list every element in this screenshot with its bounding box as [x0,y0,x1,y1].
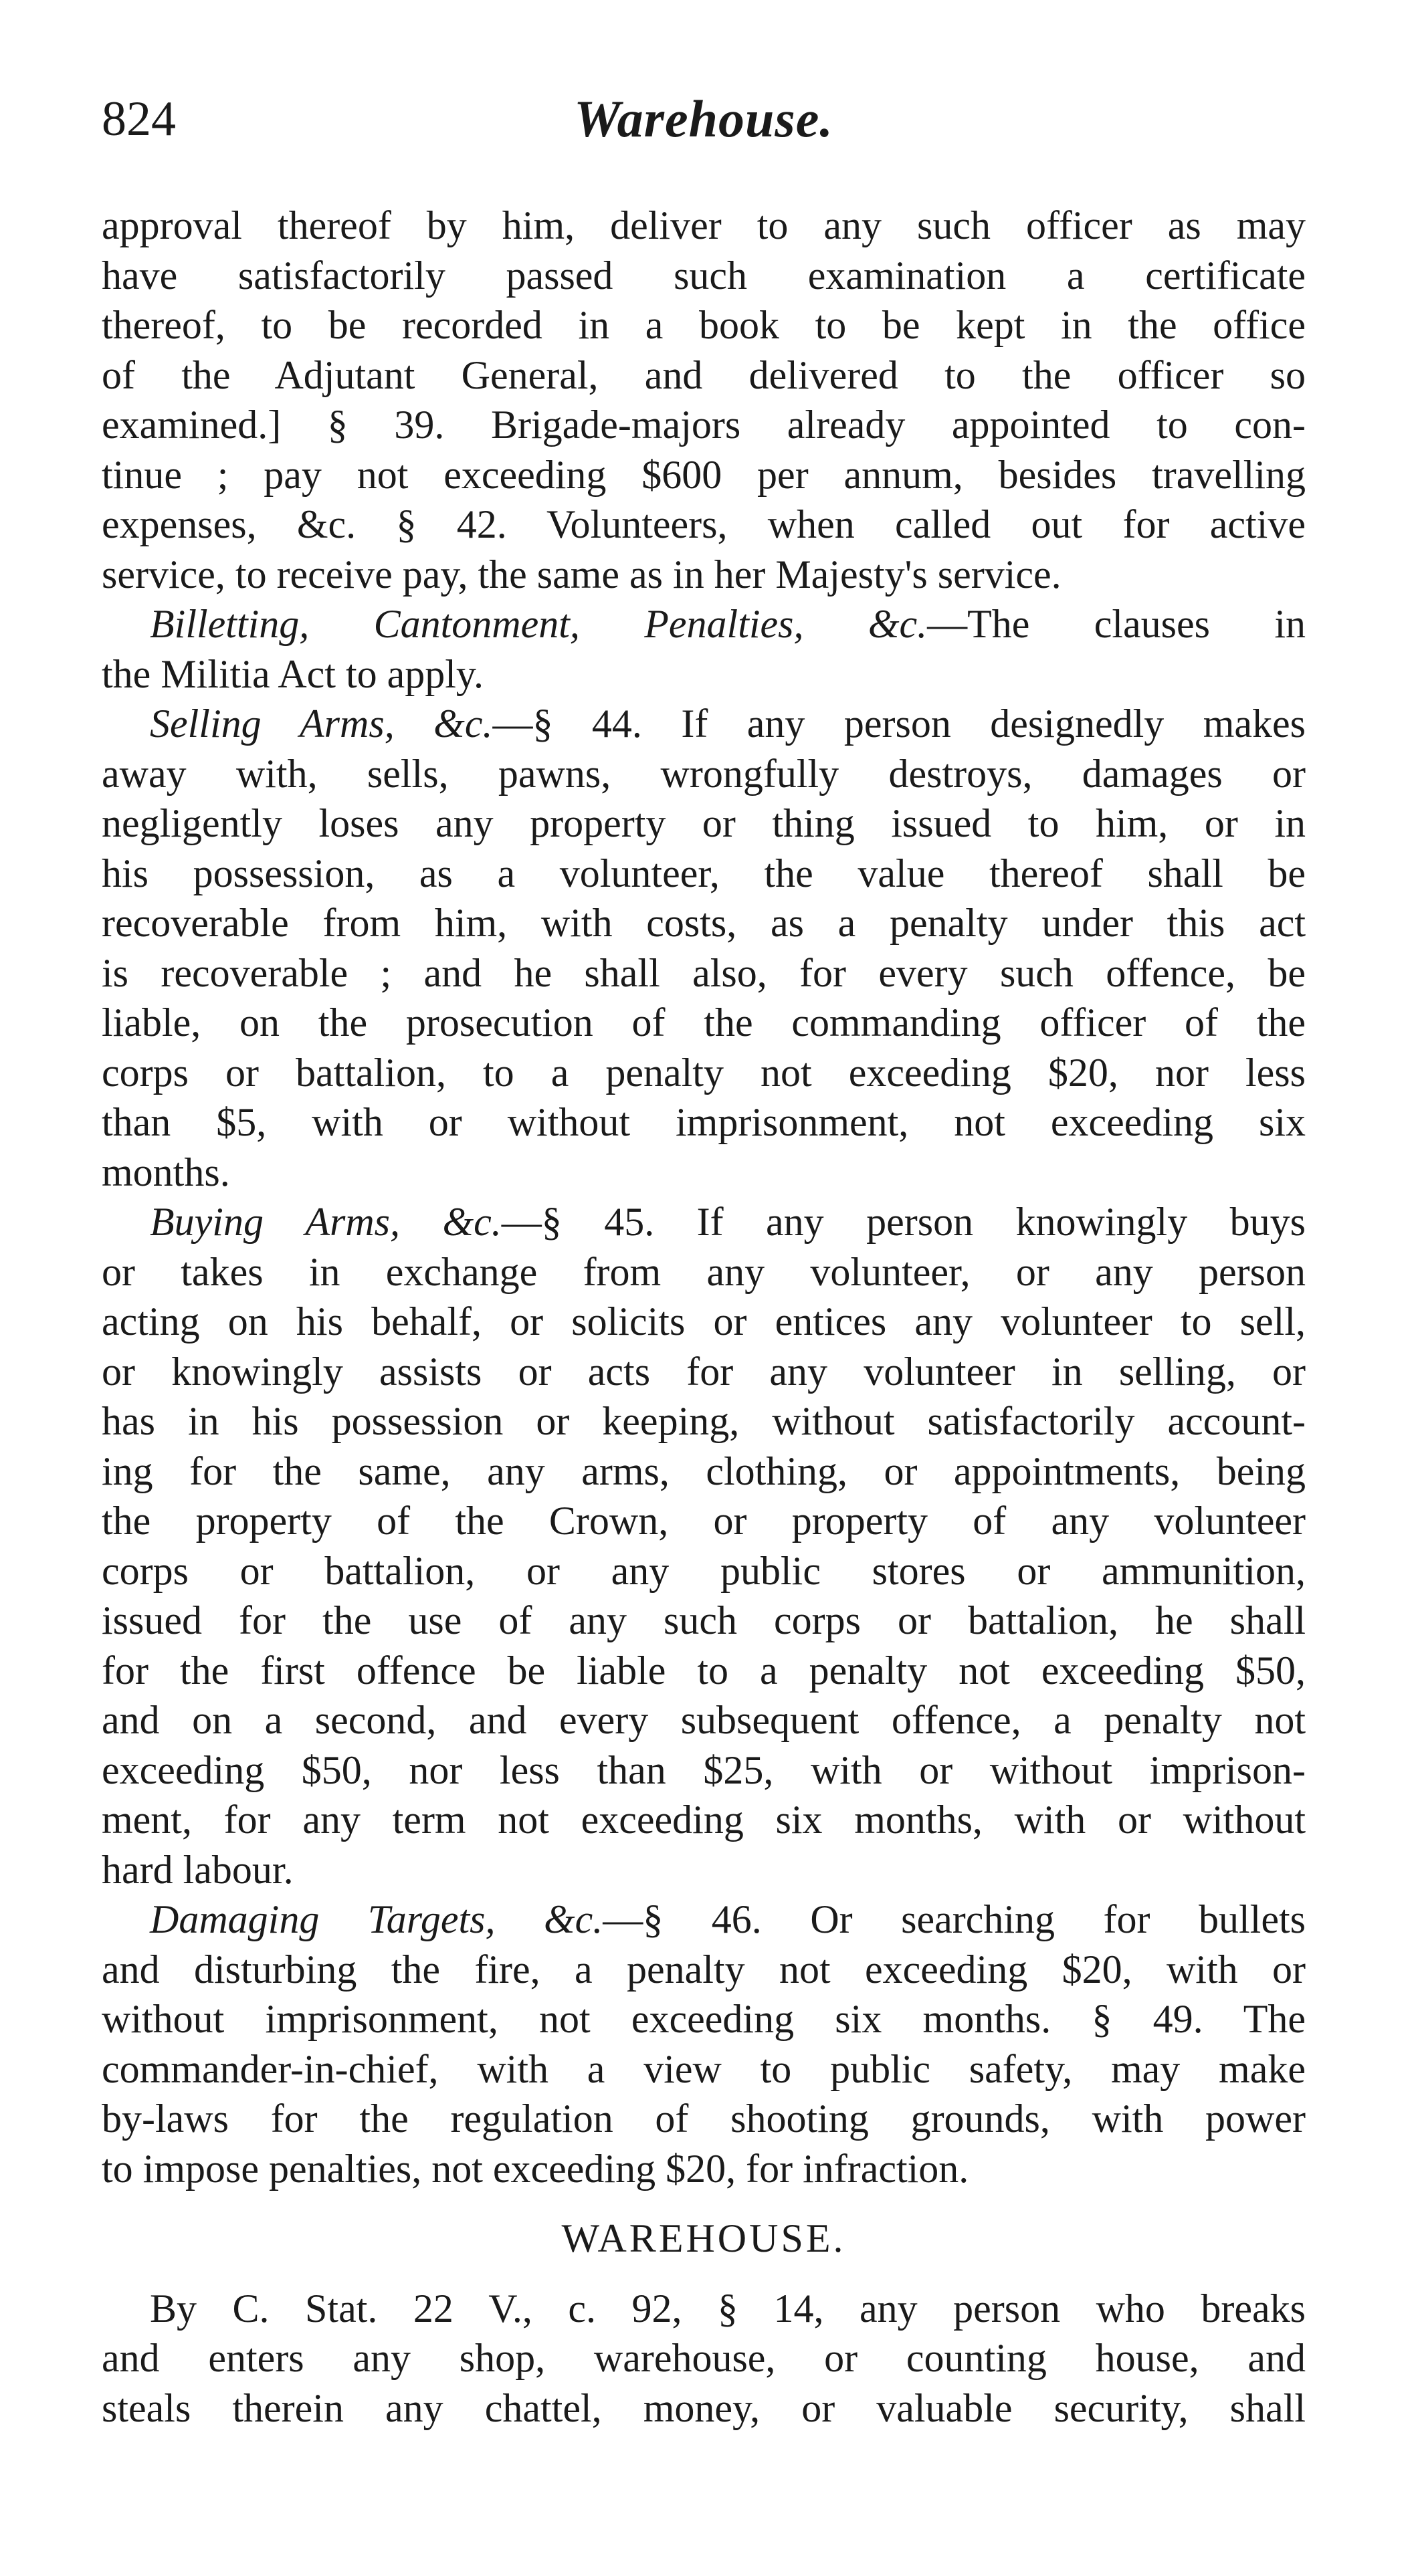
text-line: acting on his behalf, or solicits or entices any volunteer to sell, [102,1299,1306,1344]
running-title: Warehouse. [574,90,833,148]
text-line: steals therein any chattel, money, or valuable security, shall [102,2385,1306,2430]
text-line: examined.] § 39. Brigade-majors already appointed to con- [102,403,1306,447]
section-gap [102,2264,1306,2284]
text-line: his possession, as a volunteer, the value thereof shall be [102,851,1306,895]
text-line: tinue ; pay not exceeding $600 per annum, besides travelling [102,452,1306,497]
text-line: months. [102,1150,230,1194]
text-line: liable, on the prosecution of the commanding officer of the [102,1000,1306,1045]
text-line: and on a second, and every subsequent offence, a penalty not [102,1698,1306,1742]
text-line: ing for the same, any arms, clothing, or appointments, being [102,1448,1306,1493]
text-line: expenses, &c. § 42. Volunteers, when called out for active [102,502,1306,546]
body-text [102,201,1306,2433]
text-line: negligently loses any property or thing issued to him, or in [102,801,1306,845]
text-line: than $5, with or without imprisonment, not exceeding six [102,1100,1306,1144]
text-line: of the Adjutant General, and delivered to the officer so [102,352,1306,397]
heading-damaging-targets: Damaging Targets, &c. [150,1897,603,1941]
text-line: exceeding $50, nor less than $25, with or without imprison- [102,1747,1306,1792]
page-number: 824 [102,92,176,146]
paragraph-lead-billetting [102,599,1306,649]
text-line: or takes in exchange from any volunteer, or any person [102,1249,1306,1294]
text-line: the Militia Act to apply. [102,651,484,696]
paragraph-lead-selling-arms [102,699,1306,749]
text-line: the property of the Crown, or property of any volunteer [102,1499,1306,1543]
text-line: have satisfactorily passed such examination a certificate [102,253,1306,298]
text-line: approval thereof by him, deliver to any such officer as may [102,203,1306,247]
text-line: corps or battalion, to a penalty not exceeding $20, nor less [102,1050,1306,1095]
section-title: WAREHOUSE. [561,2216,846,2260]
text-line: recoverable from him, with costs, as a penalty under this act [102,901,1306,945]
text-run: —§ 44. If any person designedly makes [492,702,1306,746]
text-run: —§ 45. If any person knowingly buys [501,1200,1306,1244]
text-line: corps or battalion, or any public stores or ammunition, [102,1548,1306,1593]
text-line: without imprisonment, not exceeding six months. § 49. The [102,1997,1306,2041]
text-line: is recoverable ; and he shall also, for every such offence, be [102,950,1306,995]
text-line: to impose penalties, not exceeding $20, for infraction. [102,2146,969,2191]
text-line: away with, sells, pawns, wrongfully destroys, damages or [102,751,1306,796]
page-header [102,86,1306,152]
text-run: —§ 46. Or searching for bullets [603,1897,1306,1941]
text-line: by-laws for the regulation of shooting grounds, with power [102,2097,1306,2141]
text-line: and disturbing the fire, a penalty not exceeding $20, with or [102,1947,1306,1992]
text-line: service, to receive pay, the same as in her Majesty's service. [102,552,1062,597]
text-line: hard labour. [102,1847,294,1892]
paragraph-lead-damaging-targets [102,1895,1306,1945]
text-line: has in his possession or keeping, without satisfactorily account- [102,1399,1306,1443]
text-line: ment, for any term not exceeding six months, with or without [102,1798,1306,1842]
text-line: issued for the use of any such corps or battalion, he shall [102,1598,1306,1642]
text-line: and enters any shop, warehouse, or counting house, and [102,2336,1306,2380]
text-line: thereof, to be recorded in a book to be kept in the office [102,303,1306,347]
heading-buying-arms: Buying Arms, &c. [150,1200,502,1244]
heading-selling-arms: Selling Arms, &c. [150,702,493,746]
text-run: —The clauses in [927,602,1306,646]
text-line: for the first offence be liable to a penalty not exceeding $50, [102,1648,1306,1693]
section-gap [102,2193,1306,2214]
text-line: commander-in-chief, with a view to public safety, may make [102,2046,1306,2091]
text-line: By C. Stat. 22 V., c. 92, § 14, any person who breaks [150,2286,1306,2331]
paragraph-lead-buying-arms [102,1197,1306,1247]
text-line: or knowingly assists or acts for any volunteer in selling, or [102,1349,1306,1394]
heading-billetting: Billetting, Cantonment, Penalties, &c. [150,602,928,646]
